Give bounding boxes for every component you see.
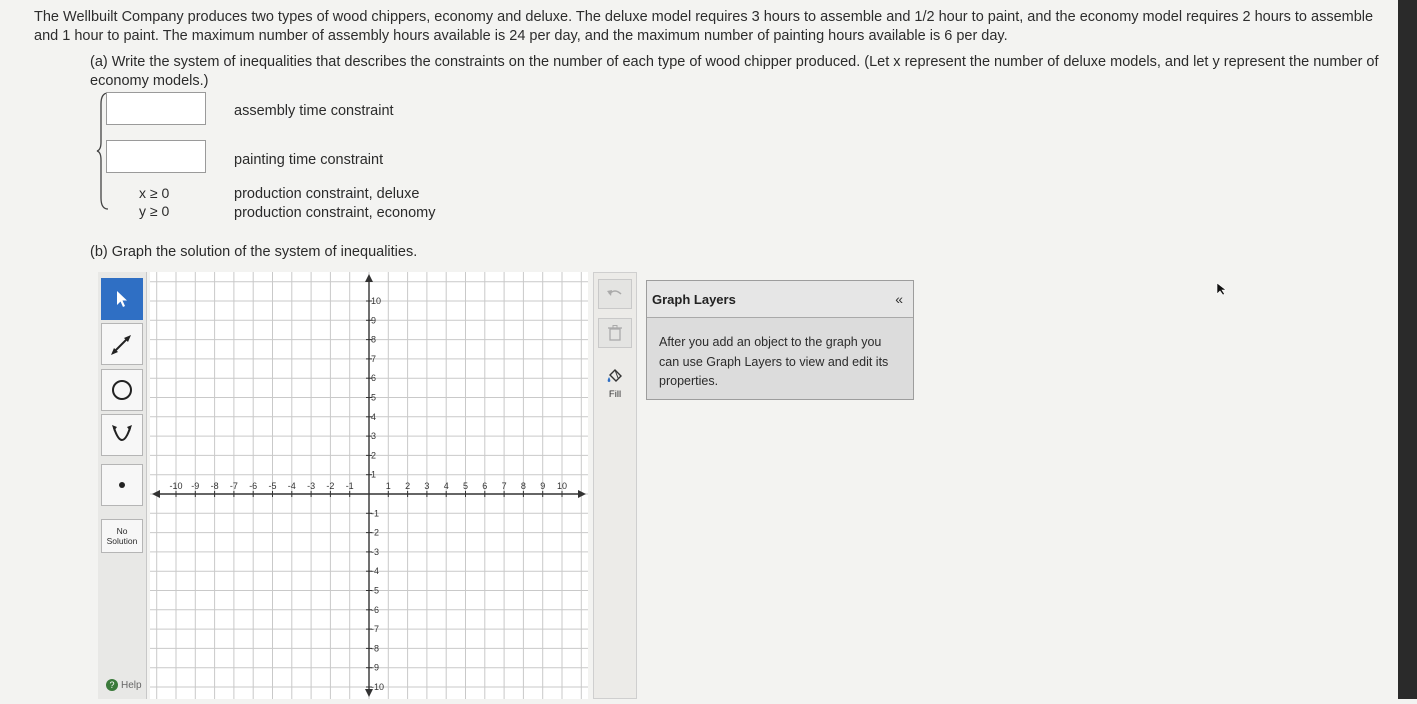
x-tick-label: -3 xyxy=(307,481,316,491)
x-tick-label: -5 xyxy=(268,481,277,491)
y-tick-label: -7 xyxy=(371,624,380,635)
help-button[interactable] xyxy=(106,679,142,691)
painting-constraint-label: painting time constraint xyxy=(234,152,384,168)
x-tick-label: 4 xyxy=(443,481,449,491)
production-economy-label: production constraint, economy xyxy=(234,205,436,221)
circle-tool[interactable] xyxy=(101,369,143,411)
graph-layers-header xyxy=(647,281,913,318)
undo-button[interactable] xyxy=(598,279,632,309)
x-axis-arrow-left xyxy=(152,490,160,498)
line-tool[interactable] xyxy=(101,323,143,365)
x-tick-label: -1 xyxy=(345,481,354,491)
point-icon xyxy=(109,472,135,498)
y-tick-label: 1 xyxy=(371,469,377,480)
graph-layers-description: After you add an object to the graph you can use Graph Layers to view and edit its properties. xyxy=(659,335,889,388)
y-tick-label: -2 xyxy=(371,527,380,538)
part-a-instructions: (a) Write the system of inequalities that describes the constraints on the number of each type of wood chipper produced. (Let x represent the number of deluxe models, and let y represent the number of economy models.) xyxy=(90,54,1379,89)
trash-icon xyxy=(608,325,622,341)
y-tick-label: 5 xyxy=(371,392,377,403)
fill-button[interactable] xyxy=(598,365,632,411)
help-icon: ? xyxy=(106,679,118,691)
y-tick-label: 10 xyxy=(371,296,382,306)
y-tick-label: 3 xyxy=(371,431,377,442)
inequality-x-nonneg: x ≥ 0 xyxy=(139,185,170,201)
help-label: Help xyxy=(121,679,142,691)
x-axis-arrow-right xyxy=(578,490,586,498)
fill-label: Fill xyxy=(608,389,622,400)
x-tick-label: 5 xyxy=(462,481,469,491)
inequality-y-nonneg: y ≥ 0 xyxy=(139,203,170,219)
painting-constraint-input[interactable] xyxy=(106,140,206,173)
production-deluxe-label: production constraint, deluxe xyxy=(234,186,420,202)
y-tick-label: -6 xyxy=(371,604,380,615)
graph-layers-panel xyxy=(646,280,914,400)
x-tick-label: 10 xyxy=(556,481,568,491)
x-tick-label: -10 xyxy=(169,481,183,491)
no-solution-button[interactable]: No Solution xyxy=(101,519,143,553)
part-b-instructions: (b) Graph the solution of the system of inequalities. xyxy=(90,244,418,260)
x-tick-label: -6 xyxy=(249,481,258,491)
y-tick-label: 4 xyxy=(371,411,377,422)
y-tick-label: 6 xyxy=(371,373,377,384)
line-icon xyxy=(109,331,135,357)
y-tick-label: -9 xyxy=(371,662,380,673)
pointer-tool[interactable] xyxy=(101,278,143,320)
undo-icon xyxy=(606,287,624,301)
assembly-constraint-input[interactable] xyxy=(106,92,206,125)
point-tool[interactable] xyxy=(101,464,143,506)
y-tick-label: -3 xyxy=(371,546,380,557)
x-tick-label: 7 xyxy=(501,481,507,491)
collapse-layers-button[interactable]: « xyxy=(895,291,903,307)
y-tick-label: -5 xyxy=(371,585,380,596)
x-tick-label: 3 xyxy=(424,481,430,491)
x-tick-label: 1 xyxy=(385,481,391,491)
y-tick-label: -1 xyxy=(371,508,380,519)
graph-canvas[interactable] xyxy=(150,272,588,699)
x-tick-label: -4 xyxy=(287,481,296,491)
x-tick-label: 9 xyxy=(540,481,546,491)
graph-layers-title: Graph Layers xyxy=(652,291,736,307)
pointer-icon xyxy=(114,290,130,308)
problem-statement: The Wellbuilt Company produces two types of wood chippers, economy and deluxe. The deluxe model requires 3 hours to assemble and 1/2 hour to paint, and the economy model requires 2 hours to assemble and 1 hour to paint. The maximum number of assembly hours available is 24 per day, and the maximum number of painting hours available is 6 per day. xyxy=(34,9,1374,44)
y-axis-arrow-up xyxy=(365,274,373,282)
graph-side-tools xyxy=(593,272,637,699)
x-tick-label: 6 xyxy=(482,481,488,491)
y-tick-label: 2 xyxy=(371,450,377,461)
x-tick-label: -9 xyxy=(191,481,200,491)
y-tick-label: 9 xyxy=(371,315,377,326)
assembly-constraint-label: assembly time constraint xyxy=(234,103,394,119)
graph-toolbar xyxy=(98,272,147,699)
x-tick-label: -2 xyxy=(326,481,335,491)
x-tick-label: -7 xyxy=(229,481,238,491)
fill-bucket-icon xyxy=(606,369,624,387)
delete-button[interactable] xyxy=(598,318,632,348)
y-tick-label: -4 xyxy=(371,566,380,577)
y-tick-label: -10 xyxy=(371,682,385,692)
parabola-tool[interactable] xyxy=(101,414,143,456)
window-edge xyxy=(1398,0,1417,699)
y-tick-label: 8 xyxy=(371,334,377,345)
y-tick-label: -8 xyxy=(371,643,380,654)
parabola-icon xyxy=(109,422,135,448)
coordinate-grid[interactable] xyxy=(150,272,588,699)
x-tick-label: -8 xyxy=(210,481,219,491)
y-tick-label: 7 xyxy=(371,353,377,364)
x-tick-label: 2 xyxy=(405,481,411,491)
x-tick-label: 8 xyxy=(520,481,526,491)
circle-icon xyxy=(109,377,135,403)
mouse-cursor-icon xyxy=(1215,282,1229,296)
